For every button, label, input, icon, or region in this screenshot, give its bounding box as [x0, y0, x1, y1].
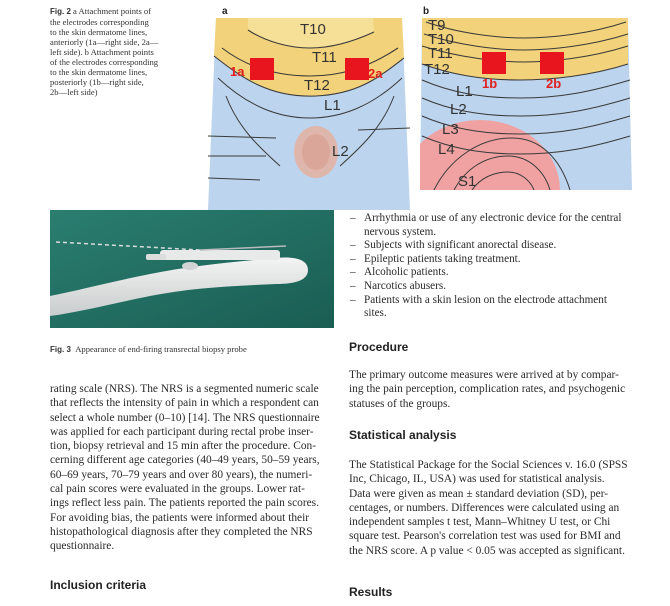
text-line: cal pain scores were evaluated in the groups. Lower rat- [50, 483, 305, 496]
exclusion-list [350, 212, 635, 321]
label-t10: T10 [300, 21, 326, 38]
label-l3: L3 [442, 121, 459, 138]
text-line: square test. Pearson's correlation test was used for BMI and [349, 530, 621, 543]
list-item: – Patients with a skin lesion on the electrode attachment sites. [350, 294, 635, 321]
fig2-caption-label: Fig. 2 [50, 7, 71, 16]
fig2-caption-line: to the skin dermatome lines, [50, 27, 148, 37]
text-line: cerning different age categories (40–49 years, 50–59 years, [50, 454, 320, 467]
fig2-caption-line: a Attachment points of [73, 6, 152, 16]
label-t11: T11 [312, 49, 337, 66]
list-item: – Subjects with significant anorectal disease. [350, 239, 635, 253]
list-item: – Alcoholic patients. [350, 266, 635, 280]
fig2-caption-line: 2b—left side) [50, 87, 98, 97]
list-item: – Narcotics abusers. [350, 280, 635, 294]
label-l1: L1 [324, 97, 341, 114]
procedure-heading: Procedure [349, 340, 409, 354]
text-line: centages, or numbers. Differences were calculated using an [349, 501, 620, 514]
panel-a-dermatome-figure [208, 18, 410, 210]
text-line: 60–69 years, 70–79 years and over 80 years), the numeri- [50, 468, 313, 481]
text-line: independent samples t test, Mann–Whitney U test, or Chi [349, 516, 611, 529]
list-item: – Arrhythmia or use of any electronic device for the central nervous system. [350, 212, 635, 239]
label-l1: L1 [456, 83, 473, 100]
label-2b: 2b [546, 76, 562, 91]
text-line: For avoiding bias, the patients were informed about their [50, 511, 310, 524]
text-line: statuses of the groups. [349, 397, 451, 410]
fig2-caption-line: of the electrodes corresponding [50, 57, 159, 67]
text-line: the NRS score. A p value < 0.05 was accepted as significant. [349, 544, 625, 557]
fig3-caption-label: Fig. 3 [50, 345, 71, 354]
label-2a: 2a [368, 66, 383, 81]
text-line: ings reflect less pain. The patients reported the pain scores. [50, 497, 319, 510]
text-line: ing the pain perception, complication rates, and psychogenic [349, 383, 626, 396]
statistical-analysis-heading: Statistical analysis [349, 428, 457, 442]
text-line: The Statistical Package for the Social Sciences v. 16.0 (SPSS [349, 459, 628, 471]
list-item: – Epileptic patients taking treatment. [350, 253, 635, 267]
text-line: The primary outcome measures were arrived at by compar- [349, 369, 619, 381]
fig2-caption-line: anteriorly (1a—right side, 2a— [50, 37, 159, 47]
text-line: select a whole number (0–10) [14]. The NRS questionnaire [50, 411, 320, 424]
panel-a-letter: a [222, 6, 228, 17]
text-line: rating scale (NRS). The NRS is a segmented numeric scale [50, 383, 319, 395]
text-line: Data were given as mean ± standard deviation (SD), per- [349, 487, 609, 500]
electrode-marker-2b [540, 52, 564, 74]
label-l4: L4 [438, 141, 455, 158]
fig3-probe-photo [50, 210, 334, 328]
fig2-caption-line: posteriorly (1b—right side, [50, 77, 144, 87]
fig2-caption-line: left side). b Attachment points [50, 47, 154, 57]
panel-b-letter: b [423, 6, 430, 17]
electrode-marker-1a [250, 58, 274, 80]
label-t11: T11 [428, 45, 453, 62]
label-s1: S1 [458, 173, 477, 190]
label-l2: L2 [332, 143, 349, 160]
statistical-analysis-text [349, 458, 634, 558]
fig2-caption [50, 6, 190, 97]
electrode-marker-2a [345, 58, 369, 80]
results-heading: Results [349, 585, 393, 599]
label-t10: T10 [428, 31, 454, 48]
panel-b-dermatome-figure [420, 18, 632, 190]
text-line: Inc, Chicago, IL, USA) was used for statistical analysis. [349, 473, 605, 486]
label-t12: T12 [304, 77, 330, 94]
label-t12: T12 [424, 61, 450, 78]
label-l2: L2 [450, 101, 467, 118]
fig3-caption [50, 344, 340, 355]
text-line: questionnaire. [50, 540, 115, 553]
fig2-caption-line: the electrodes corresponding [50, 17, 149, 27]
fig2-caption-line: to the skin dermatome lines, [50, 67, 148, 77]
fig3-caption-text: Appearance of end-firing transrectal biopsy probe [75, 344, 247, 354]
left-column-text [50, 382, 330, 554]
text-line: was applied for each participant during rectal probe inser- [50, 425, 314, 438]
electrode-marker-1b [482, 52, 506, 74]
label-1a: 1a [230, 64, 245, 79]
text-line: histopathological diagnosis after they completed the NRS [50, 525, 313, 538]
inclusion-criteria-heading: Inclusion criteria [50, 578, 147, 592]
text-line: tion, biopsy retrieval and 15 min after the procedure. Con- [50, 440, 317, 453]
label-t9: T9 [428, 18, 446, 34]
label-1b: 1b [482, 76, 498, 91]
procedure-text [349, 368, 634, 411]
text-line: that reflects the intensity of pain in which a respondent can [50, 397, 319, 410]
